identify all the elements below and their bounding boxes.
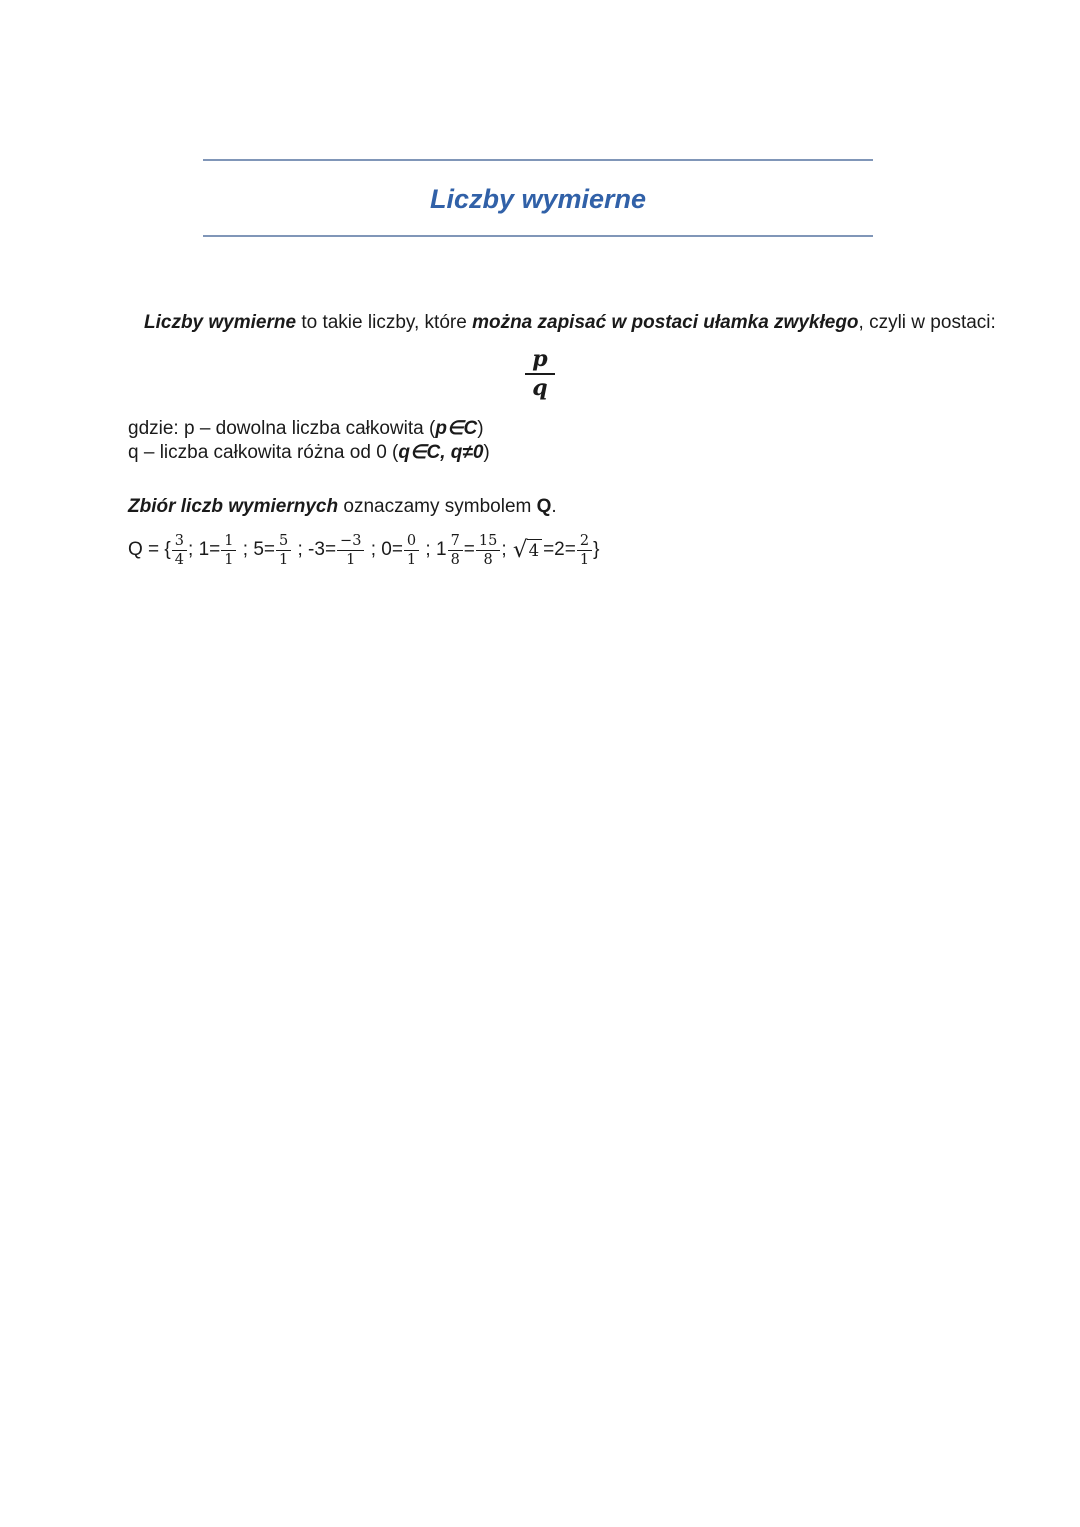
set-text: ; 5= — [237, 539, 275, 560]
sqrt-radical-icon: √ — [512, 537, 528, 563]
set-intro-mid-text: oznaczamy symbolem — [338, 496, 537, 517]
intro-lead-bold: Liczby wymierne — [144, 312, 297, 333]
set-text: ; -3= — [292, 539, 337, 560]
display-fraction — [0, 347, 1080, 401]
set-fraction: $\frac{3}{4}$ — [172, 533, 187, 568]
set-intro-tail-text: . — [551, 496, 557, 517]
definition-q-post: ) — [483, 442, 490, 463]
set-fraction: $\frac{-3}{1}$ — [337, 533, 364, 568]
definition-line-p — [128, 417, 490, 441]
title-rule-bottom — [203, 235, 873, 237]
definition-lines — [128, 417, 490, 465]
set-intro-lead-bold: Zbiór liczb wymiernych — [128, 496, 339, 517]
intro-paragraph — [128, 311, 1068, 335]
set-symbol-bold: Q — [536, 496, 552, 517]
definition-p-post: ) — [477, 418, 484, 439]
set-fraction: $\frac{7}{8}$ — [448, 533, 463, 568]
set-fraction: $\frac{5}{1}$ — [276, 533, 291, 568]
set-text: ; 1= — [188, 539, 221, 560]
set-text: ; 0= — [365, 539, 403, 560]
definition-p-bold: p∈C — [435, 418, 478, 439]
set-text: } — [593, 539, 600, 560]
definition-p-pre: gdzie: p – dowolna liczba całkowita ( — [128, 418, 436, 439]
set-text: ; 1 — [420, 539, 447, 560]
set-fraction: $\frac{15}{8}$ — [476, 533, 500, 568]
fraction-stack — [525, 347, 554, 401]
definition-q-bold: q∈C, q≠0 — [398, 442, 484, 463]
intro-emph-bold: można zapisać w postaci ułamka zwykłego — [472, 312, 859, 333]
intro-mid-text: to takie liczby, które — [296, 312, 473, 333]
fraction-denominator: q — [532, 375, 548, 401]
set-fraction: $\frac{0}{1}$ — [404, 533, 419, 568]
set-intro-line — [128, 495, 557, 519]
page-title: Liczby wymierne — [429, 184, 647, 214]
sqrt-radicand: 4 — [527, 539, 543, 560]
set-fraction: $\frac{2}{1}$ — [577, 533, 592, 568]
set-text: Q = { — [128, 539, 171, 560]
set-fraction: $\frac{1}{1}$ — [221, 533, 236, 568]
intro-tail-text: , czyli w postaci: — [858, 312, 996, 333]
set-text: = — [463, 539, 475, 560]
q-set-line — [128, 530, 599, 570]
fraction-numerator: p — [525, 347, 554, 375]
set-text: ; — [501, 539, 512, 560]
definition-q-pre: q – liczba całkowita różna od 0 ( — [128, 442, 399, 463]
definition-line-q — [128, 441, 490, 465]
set-text: =2= — [543, 539, 576, 560]
title-rule-top — [203, 159, 873, 161]
set-sqrt — [513, 539, 542, 561]
